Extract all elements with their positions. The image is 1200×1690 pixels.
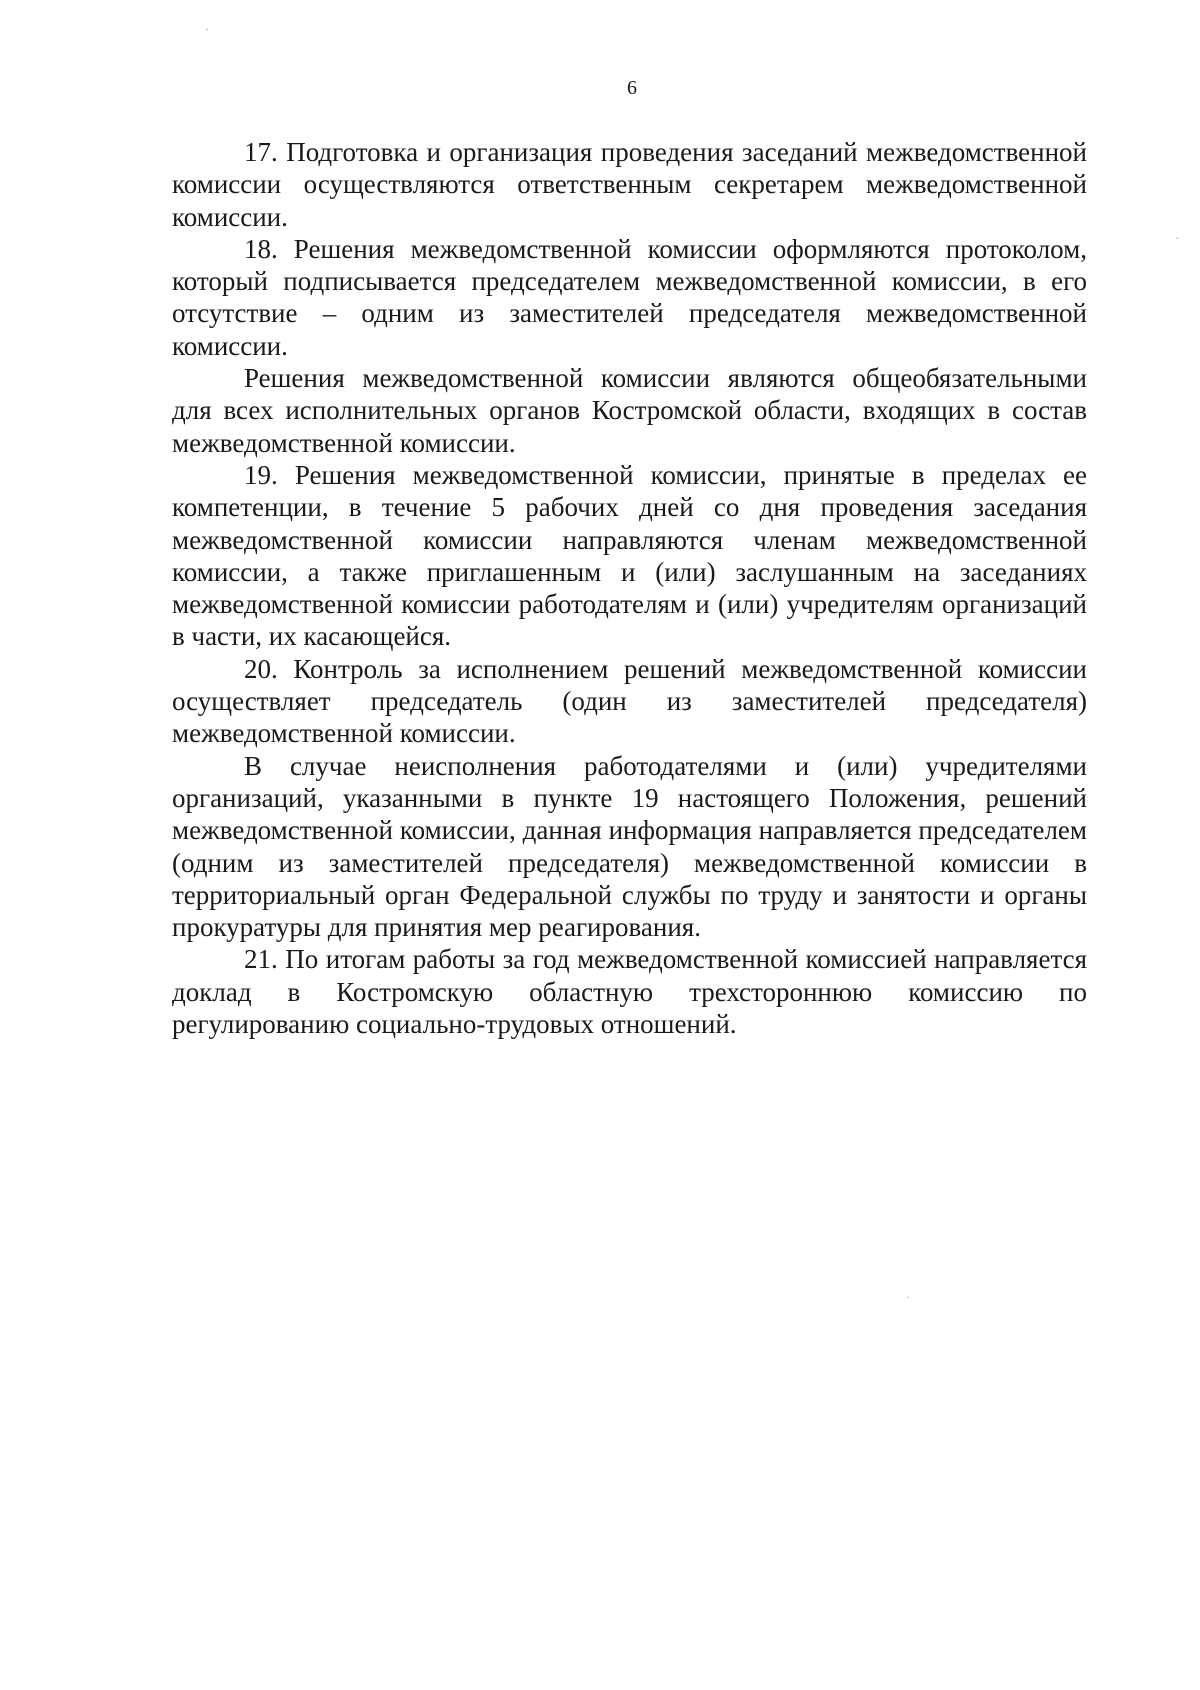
paragraph-19: 19. Решения межведомственной комиссии, принятые в пределах ее компетенции, в течение 5 рабочих дней со дня проведения заседания межведомственной комиссии направляются членам межведомственной комиссии, а также приглашенным и (или) заслушанным на заседаниях межведомственной комиссии работодателям и (или) учредителям организаций в части, их касающейся. [172, 459, 1087, 652]
scan-speck: · [906, 1290, 910, 1304]
paragraph-20-continued: В случае неисполнения работодателями и (или) учредителями организаций, указанными в пункте 19 настоящего Положения, решений межведомственной комиссии, данная информация направляется председателем (одним из заместителей председателя) межведомственной комиссии в территориальный орган Федеральной службы по труду и занятости и органы прокуратуры для принятия мер реагирования. [172, 750, 1087, 943]
scan-speck: · [1175, 231, 1179, 245]
document-body [172, 136, 1087, 1040]
paragraph-21: 21. По итогам работы за год межведомственной комиссией направляется доклад в Костромскую областную трехстороннюю комиссию по регулированию социально-трудовых отношений. [172, 944, 1087, 1040]
scan-speck: ˊ [205, 26, 209, 40]
paragraph-18: 18. Решения межведомственной комиссии оформляются протоколом, который подписывается председателем межведомственной комиссии, в его отсутствие – одним из заместителей председателя межведомственной комиссии. [172, 233, 1087, 361]
paragraph-17: 17. Подготовка и организация проведения заседаний межведомственной комиссии осуществляются ответственным секретарем межведомственной комиссии. [172, 137, 1087, 232]
paragraph-18-continued: Решения межведомственной комиссии являются общеобязательными для всех исполнительных органов Костромской области, входящих в состав межведомственной комиссии. [172, 363, 1087, 458]
page-number: 6 [627, 77, 637, 99]
paragraph-20: 20. Контроль за исполнением решений межведомственной комиссии осуществляет председатель (один из заместителей председателя) межведомственной комиссии. [172, 653, 1087, 749]
